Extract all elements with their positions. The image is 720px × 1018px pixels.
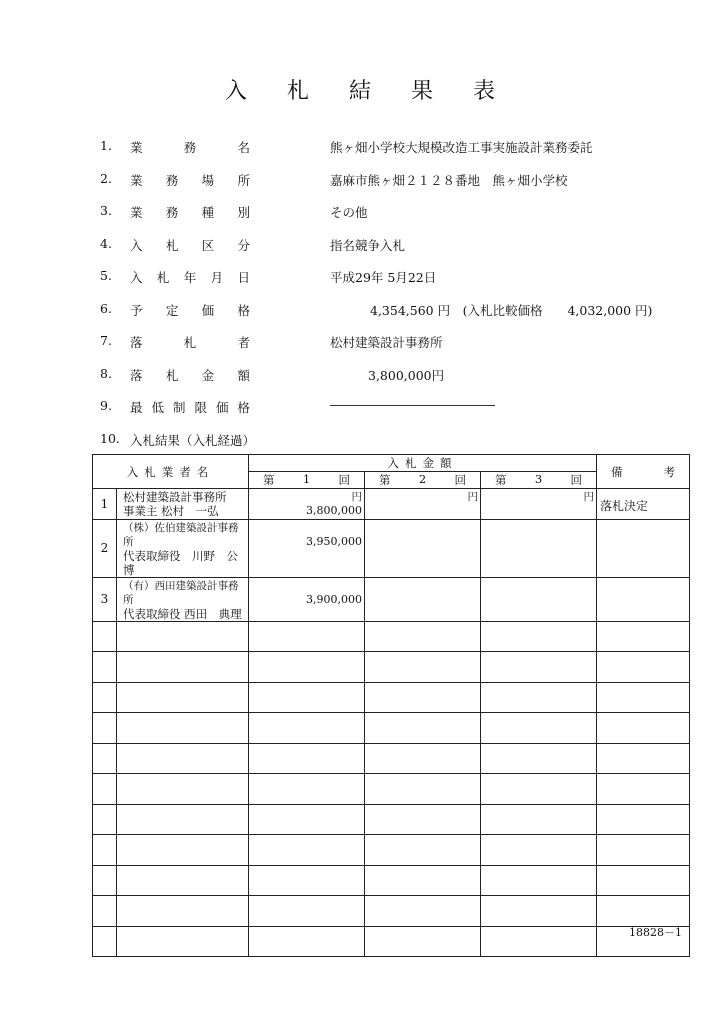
round-3-cell [481, 804, 597, 835]
table-row [93, 896, 690, 927]
bid-amount: 3,900,000 [306, 592, 362, 606]
bidder-representative: 事業主 松村 一弘 [123, 504, 219, 518]
bidder-cell [117, 682, 249, 713]
bid-amount: 3,800,000 [306, 504, 362, 517]
remark-cell [597, 774, 690, 805]
info-number: 8. [100, 365, 112, 381]
round-2-cell [365, 865, 481, 896]
remark-cell [597, 519, 690, 577]
round-2-cell [365, 774, 481, 805]
bidder-cell [117, 713, 249, 744]
round-1-cell [249, 896, 365, 927]
info-value: 平成29年 5月22日 [330, 270, 437, 285]
info-number: 5. [100, 268, 112, 283]
round-2-cell [365, 577, 481, 621]
info-value: 松村建築設計事務所 [330, 335, 443, 350]
round-1-cell [249, 926, 365, 957]
round-3-cell [481, 621, 597, 652]
round-2-cell [365, 896, 481, 927]
round-3-cell [481, 519, 597, 577]
info-label: 最 低 制 限 価 格 [130, 400, 250, 415]
yen-unit: 円 [583, 491, 595, 503]
row-number-cell [93, 835, 117, 866]
info-row [100, 138, 700, 171]
bidder-representative: 代表取締役 西田 典理 [123, 606, 242, 621]
bidder-cell [117, 835, 249, 866]
table-row [93, 804, 690, 835]
info-label: 業 務 名 [130, 140, 250, 155]
bidder-cell [117, 743, 249, 774]
round-1-cell [249, 743, 365, 774]
info-row [100, 236, 700, 269]
bid-amount: 3,950,000 [306, 534, 362, 548]
round-1-cell [249, 774, 365, 805]
table-row [93, 926, 690, 957]
row-number-cell [93, 896, 117, 927]
round-2-cell [365, 652, 481, 683]
info-label: 業 務 場 所 [130, 172, 250, 188]
bidder-cell [117, 896, 249, 927]
round-2-cell [365, 489, 481, 520]
table-row [93, 743, 690, 774]
row-number-cell [93, 743, 117, 774]
info-value [330, 398, 495, 413]
bidder-company: （有）西田建築設計事務所 [123, 579, 239, 606]
row-number-cell [93, 926, 117, 957]
info-label: 入札結果（入札経過） [130, 432, 256, 448]
round-1-cell [249, 519, 365, 577]
round-2-header: 第 2 回 [365, 472, 481, 489]
yen-unit: 円 [351, 491, 362, 503]
round-1-cell [249, 652, 365, 683]
bidder-header: 入札業者名 [93, 455, 249, 489]
table-row [93, 489, 690, 520]
info-section [100, 138, 700, 463]
remark-cell [597, 621, 690, 652]
info-label: 落 札 者 [130, 335, 250, 350]
round-3-cell [481, 682, 597, 713]
remark-cell [597, 804, 690, 835]
round-3-cell [481, 743, 597, 774]
bidder-cell [117, 577, 249, 621]
info-row [100, 333, 700, 366]
info-value: 嘉麻市熊ヶ畑２１２８番地 熊ヶ畑小学校 [330, 172, 568, 188]
round-1-cell [249, 835, 365, 866]
round-1-cell [249, 489, 365, 520]
info-row [100, 171, 700, 204]
table-row [93, 577, 690, 621]
round-1-cell [249, 621, 365, 652]
round-2-cell [365, 743, 481, 774]
info-number: 6. [100, 300, 112, 316]
amount-header: 入札金額 [249, 455, 597, 472]
remarks-header: 備 考 [597, 455, 690, 489]
round-2-cell [365, 682, 481, 713]
bidder-cell [117, 804, 249, 835]
table-row [93, 621, 690, 652]
bidder-cell [117, 621, 249, 652]
round-1-cell [249, 713, 365, 744]
round-3-cell [481, 489, 597, 520]
row-number-cell: 1 [93, 489, 117, 520]
bidder-cell [117, 774, 249, 805]
info-row [100, 301, 700, 334]
round-3-cell [481, 713, 597, 744]
info-number: 1. [100, 138, 112, 153]
table-row [93, 682, 690, 713]
round-3-cell [481, 652, 597, 683]
round-1-cell [249, 682, 365, 713]
round-1-cell [249, 577, 365, 621]
info-number: 9. [100, 398, 112, 413]
info-row [100, 366, 700, 399]
table-row [93, 519, 690, 577]
round-3-header: 第 3 回 [481, 472, 597, 489]
info-value: 4,354,560 円 (入札比較価格 4,032,000 円) [370, 302, 653, 318]
bidder-representative: 代表取締役 川野 公博 [123, 548, 238, 577]
remark-cell [597, 743, 690, 774]
round-1-header: 第 1 回 [249, 472, 365, 489]
round-3-cell [481, 774, 597, 805]
bidder-company: 松村建築設計事務所 [123, 490, 227, 504]
row-number-cell: 3 [93, 577, 117, 621]
round-2-cell [365, 519, 481, 577]
row-number-cell [93, 652, 117, 683]
round-2-cell [365, 835, 481, 866]
info-row [100, 268, 700, 301]
table-row [93, 713, 690, 744]
bidder-cell [117, 652, 249, 683]
info-row [100, 398, 700, 431]
round-3-cell [481, 835, 597, 866]
info-number: 10. [100, 430, 120, 446]
info-value: その他 [330, 205, 368, 220]
info-number: 3. [100, 203, 112, 218]
round-3-cell [481, 926, 597, 957]
info-label: 入 札 区 分 [130, 237, 250, 253]
round-1-cell [249, 804, 365, 835]
info-label: 落 札 金 額 [130, 367, 250, 383]
empty-value-line [330, 405, 495, 406]
row-number-cell: 2 [93, 519, 117, 577]
bidder-company: （株）佐伯建築設計事務所 [123, 521, 239, 548]
remark-cell [597, 713, 690, 744]
remark-cell: 落札決定 [597, 489, 690, 520]
row-number-cell [93, 865, 117, 896]
info-row [100, 203, 700, 236]
info-label: 業 務 種 別 [130, 205, 250, 220]
info-number: 4. [100, 235, 112, 251]
round-3-cell [481, 896, 597, 927]
info-label: 予 定 価 格 [130, 302, 250, 318]
table-row [93, 835, 690, 866]
round-3-cell [481, 865, 597, 896]
round-2-cell [365, 926, 481, 957]
bid-results-table [92, 454, 690, 957]
remark-cell [597, 577, 690, 621]
row-number-cell [93, 682, 117, 713]
yen-unit: 円 [467, 491, 478, 503]
info-value: 熊ヶ畑小学校大規模改造工事実施設計業務委託 [330, 140, 593, 155]
row-number-cell [93, 774, 117, 805]
remark-cell [597, 652, 690, 683]
table-row [93, 774, 690, 805]
round-2-cell [365, 621, 481, 652]
table-row [93, 865, 690, 896]
page-footer-number: 18828－1 [629, 926, 682, 939]
remark-cell [597, 835, 690, 866]
round-2-cell [365, 804, 481, 835]
info-number: 2. [100, 170, 112, 186]
bidder-cell [117, 489, 249, 520]
remark-cell [597, 865, 690, 896]
round-1-cell [249, 865, 365, 896]
page-title: 入札結果表 [224, 79, 535, 104]
row-number-cell [93, 713, 117, 744]
bidder-cell [117, 519, 249, 577]
remark-cell [597, 682, 690, 713]
row-number-cell [93, 804, 117, 835]
bidder-cell [117, 865, 249, 896]
info-number: 7. [100, 333, 112, 348]
remark-cell [597, 896, 690, 927]
info-value: 3,800,000円 [368, 367, 445, 383]
table-row [93, 652, 690, 683]
row-number-cell [93, 621, 117, 652]
round-2-cell [365, 713, 481, 744]
info-value: 指名競争入札 [330, 237, 406, 253]
bidder-cell [117, 926, 249, 957]
round-3-cell [481, 577, 597, 621]
info-label: 入 札 年 月 日 [130, 270, 250, 285]
